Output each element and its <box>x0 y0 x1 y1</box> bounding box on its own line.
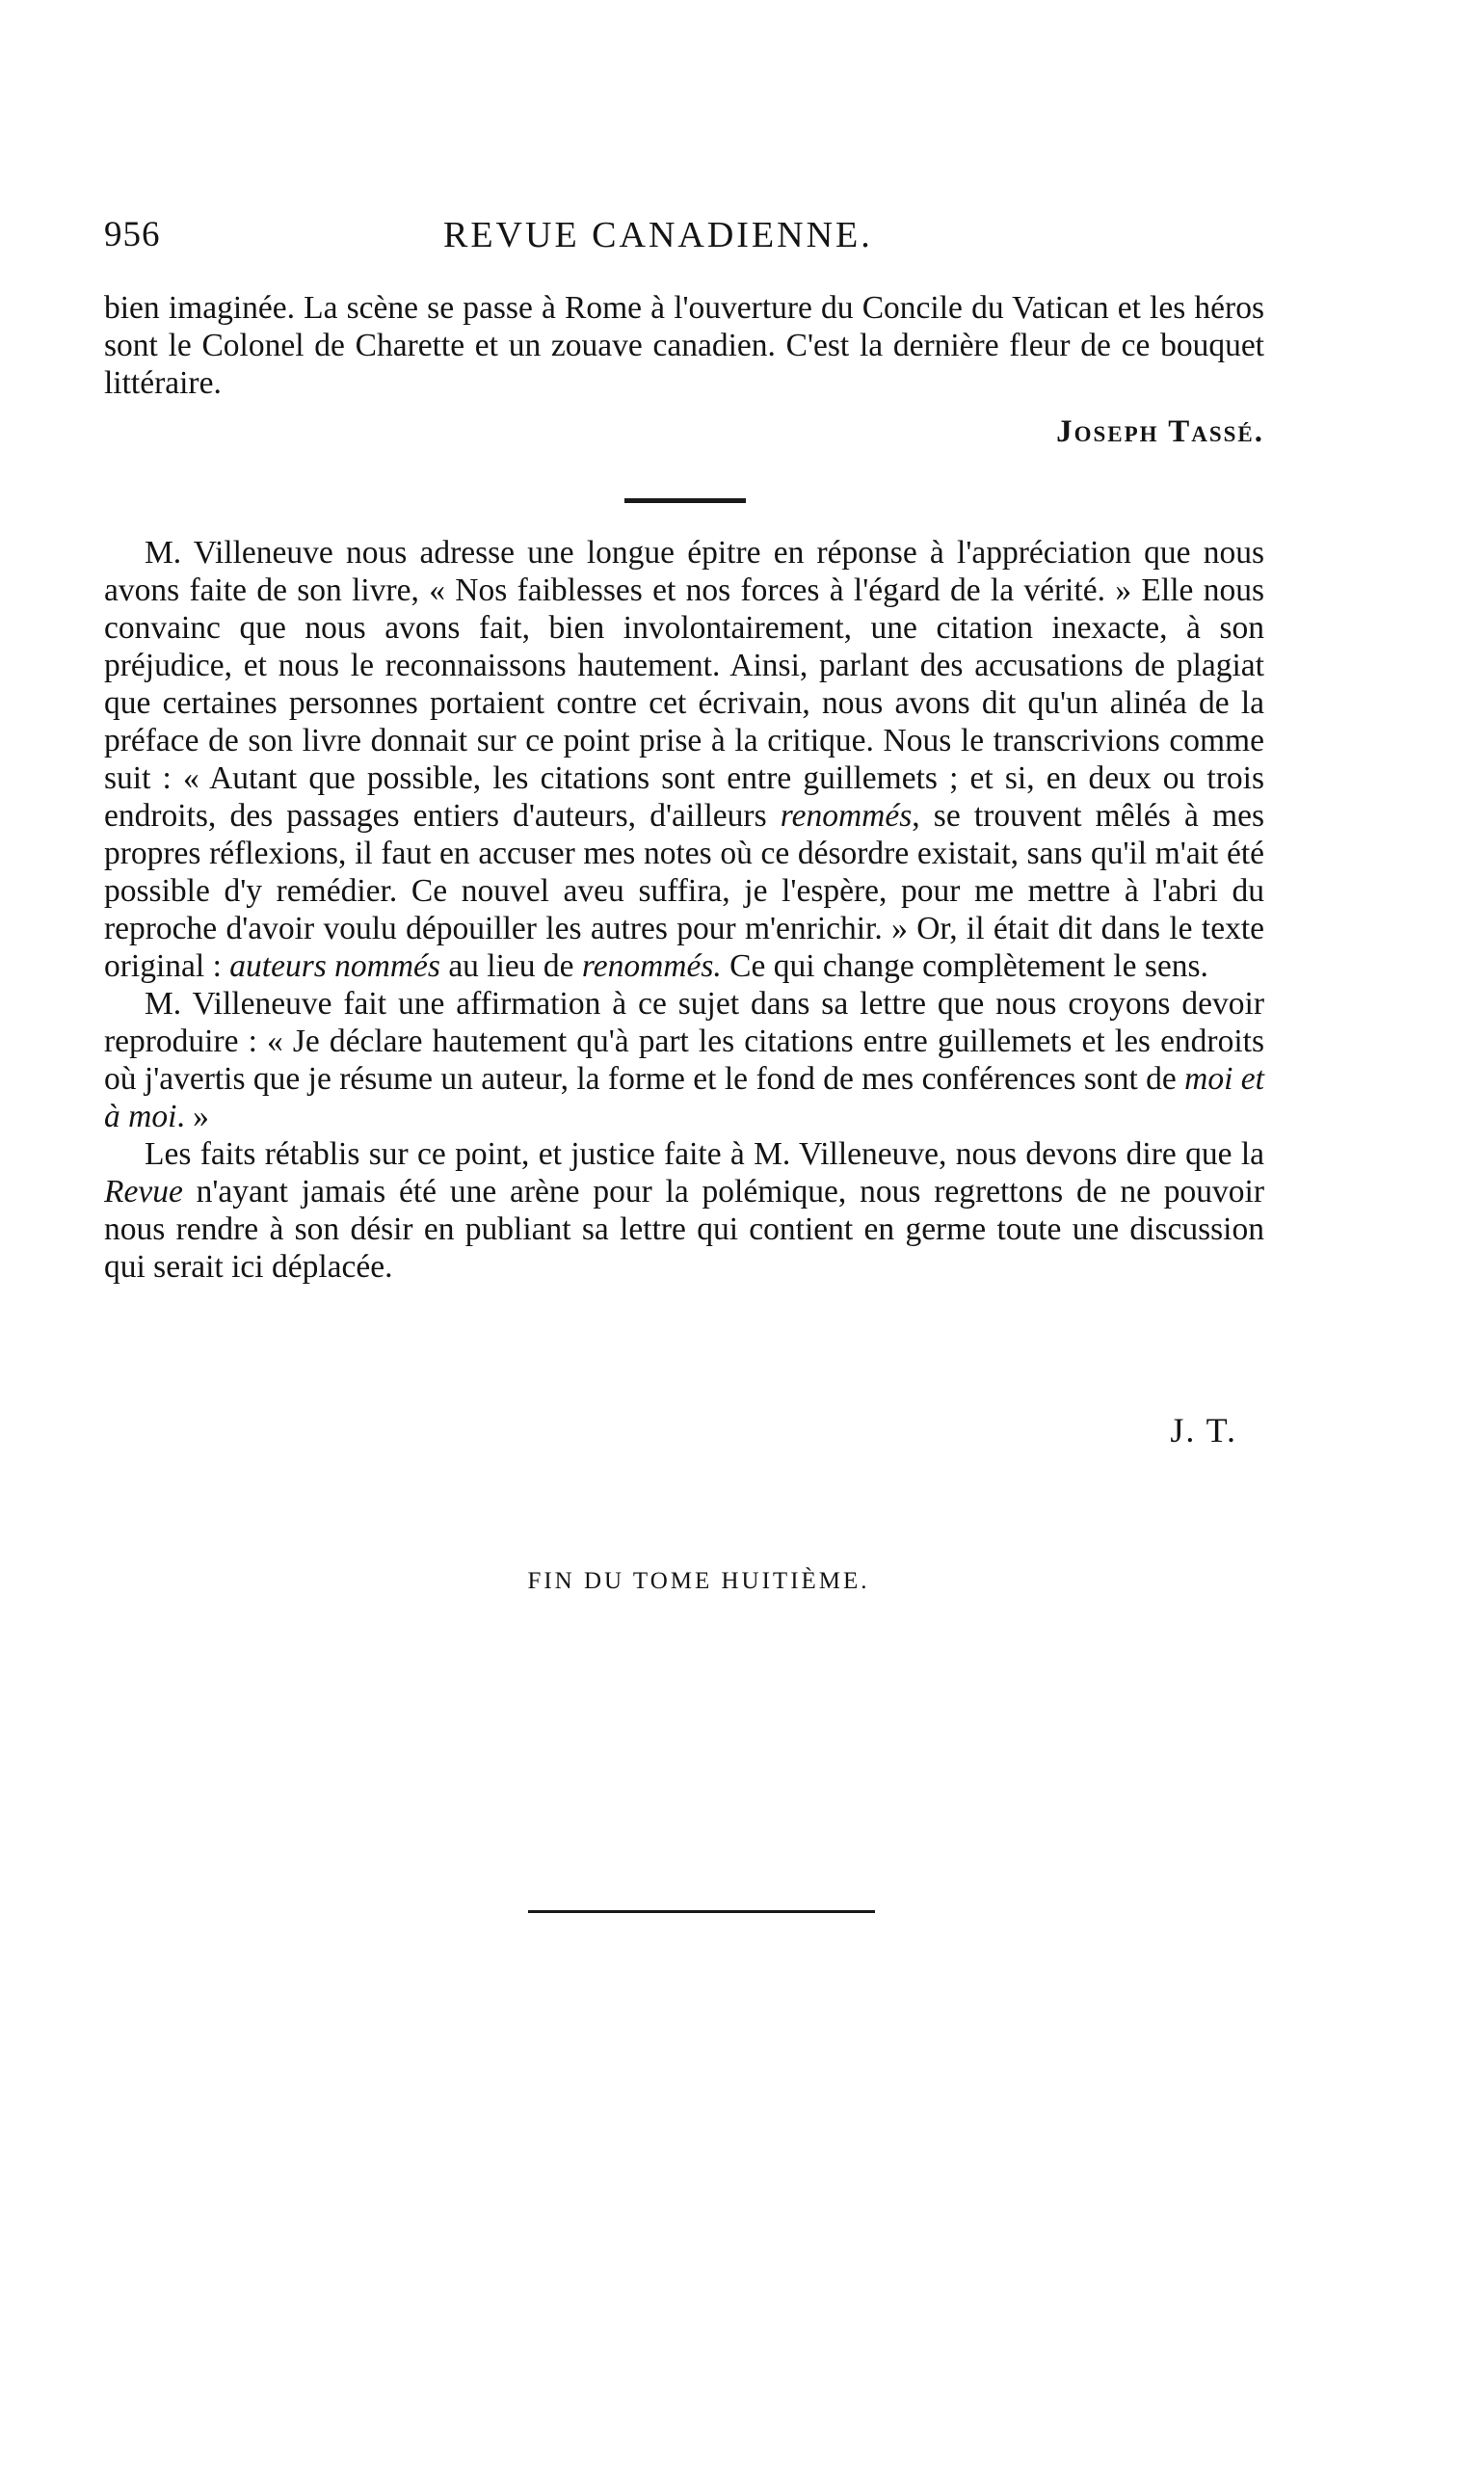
paragraph-affirmation: M. Villeneuve fait une affirmation à ce sujet dans sa lettre que nous croyons devoir reproduire : « Je déclare hautement qu'à part les citations entre guillemets et les endroits où j'avertis que je résume un auteur, la forme et le fond de mes conférences sont de moi et à moi. » <box>104 986 1264 1134</box>
volume-end-note: FIN DU TOME HUITIÈME. <box>527 1568 870 1594</box>
section-divider <box>624 498 746 503</box>
paragraph-reply: M. Villeneuve nous adresse une longue épitre en réponse à l'appréciation que nous avons faite de son livre, « Nos faiblesses et nos forces à l'égard de la vérité. » Elle nous convainc que nous avons fait, bien involontairement, une citation inexacte, à son préjudice, et nous le reconnaissons hautement. Ainsi, parlant des accusations de plagiat que certaines personnes portaient contre cet écrivain, nous avons dit qu'un alinéa de la préface de son livre donnait sur ce point prise à la critique. Nous le transcrivions comme suit : « Autant que possible, les citations sont entre guillemets ; et si, en deux ou trois endroits, des passages entiers d'auteurs, d'ailleurs renommés, se trouvent mêlés à mes propres réflexions, il faut en accuser mes notes où ce désordre existait, sans qu'il m'ait été possible d'y remédier. Ce nouvel aveu suffira, je l'espère, pour me mettre à l'abri du reproche d'avoir voulu dépouiller les autres pour m'enrichir. » Or, il était dit dans le texte original : auteurs nommés au lieu de renommés. Ce qui change complètement le sens. <box>104 535 1264 984</box>
author-signature: Joseph Tassé. <box>1056 414 1264 449</box>
initials-signature: J. T. <box>1170 1411 1237 1449</box>
running-title: REVUE CANADIENNE. <box>443 215 873 255</box>
page-number: 956 <box>104 215 161 254</box>
paragraph-conclusion: Les faits rétablis sur ce point, et justice faite à M. Villeneuve, nous devons dire que la Revue n'ayant jamais été une arène pour la polémique, nous regrettons de ne pouvoir nous rendre à son désir en publiant sa lettre qui contient en germe toute une discussion qui serait ici déplacée. <box>104 1136 1264 1285</box>
end-rule <box>528 1910 875 1913</box>
page-header <box>104 214 1260 272</box>
closing-paragraph: bien imaginée. La scène se passe à Rome à l'ouverture du Concile du Vatican et les héros sont le Colonel de Charette et un zouave canadien. C'est la dernière fleur de ce bouquet littéraire. <box>104 290 1264 401</box>
editorial-note <box>104 534 1264 1286</box>
